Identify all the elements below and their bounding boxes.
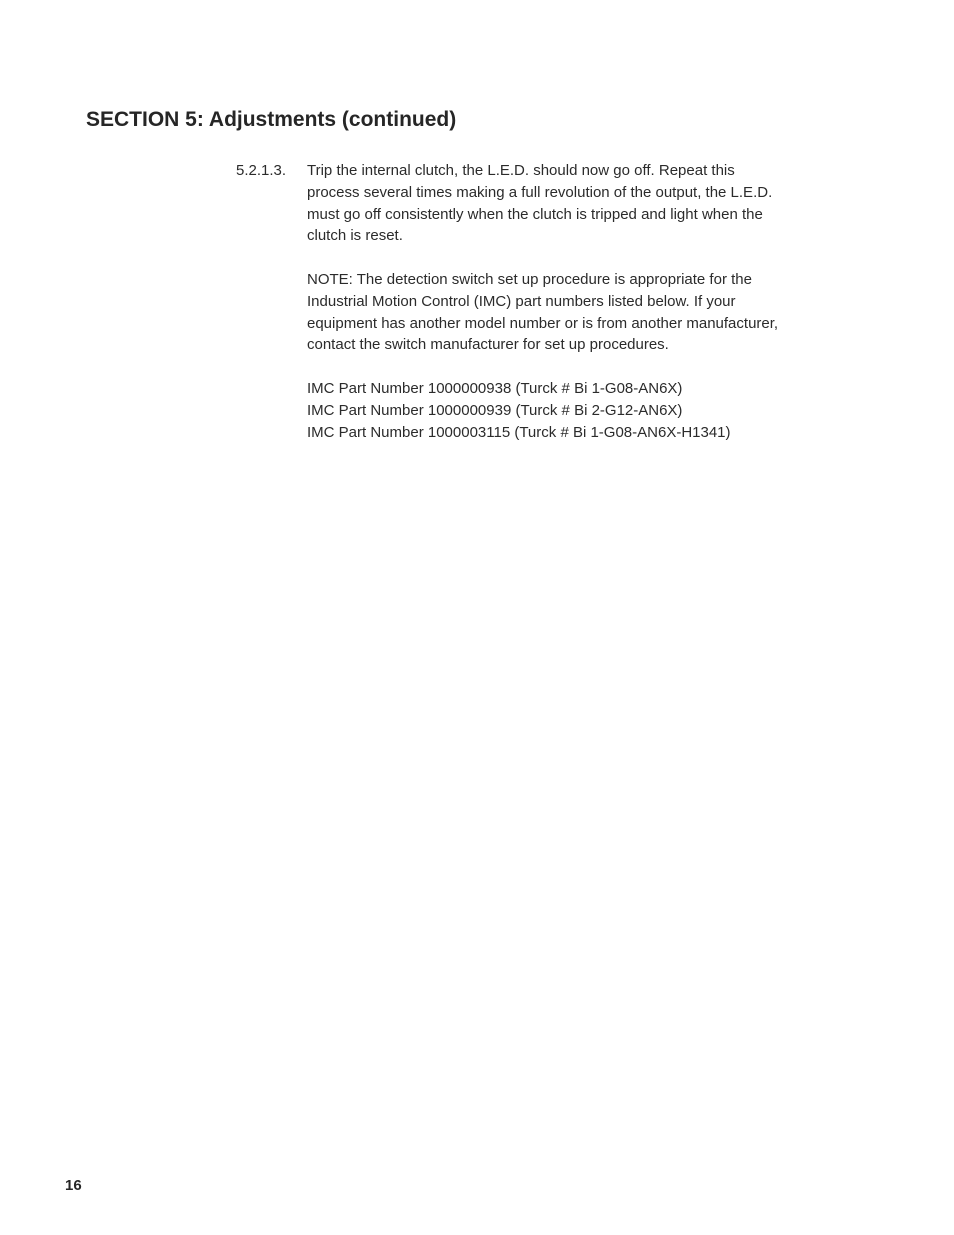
- note-paragraph: [307, 269, 807, 356]
- paragraph-spacer: [307, 356, 807, 378]
- step-number: 5.2.1.3.: [236, 162, 287, 179]
- part-number-item: IMC Part Number 1000003115 (Turck # Bi 1-G08-AN6X-H1341): [307, 423, 731, 441]
- part-number-item: IMC Part Number 1000000938 (Turck # Bi 1-G08-AN6X): [307, 379, 683, 397]
- section-title: SECTION 5: Adjustments (continued): [86, 108, 457, 131]
- part-number-list: [307, 378, 807, 443]
- note-line: contact the switch manufacturer for set up procedures.: [307, 336, 669, 354]
- paragraph-spacer: [307, 247, 807, 269]
- part-number-item: IMC Part Number 1000000939 (Turck # Bi 2-G12-AN6X): [307, 401, 683, 419]
- instruction-paragraph: [307, 160, 807, 247]
- note-line: NOTE: The detection switch set up procedure is appropriate for the: [307, 270, 752, 288]
- note-line: Industrial Motion Control (IMC) part numbers listed below. If your: [307, 292, 736, 310]
- note-line: equipment has another model number or is from another manufacturer,: [307, 314, 779, 332]
- instruction-line: must go off consistently when the clutch is tripped and light when the: [307, 205, 763, 223]
- page-number: 16: [65, 1177, 82, 1194]
- step-body: [307, 160, 807, 443]
- instruction-line: process several times making a full revolution of the output, the L.E.D.: [307, 183, 773, 201]
- instruction-line: Trip the internal clutch, the L.E.D. should now go off. Repeat this: [307, 162, 735, 179]
- instruction-line: clutch is reset.: [307, 227, 403, 245]
